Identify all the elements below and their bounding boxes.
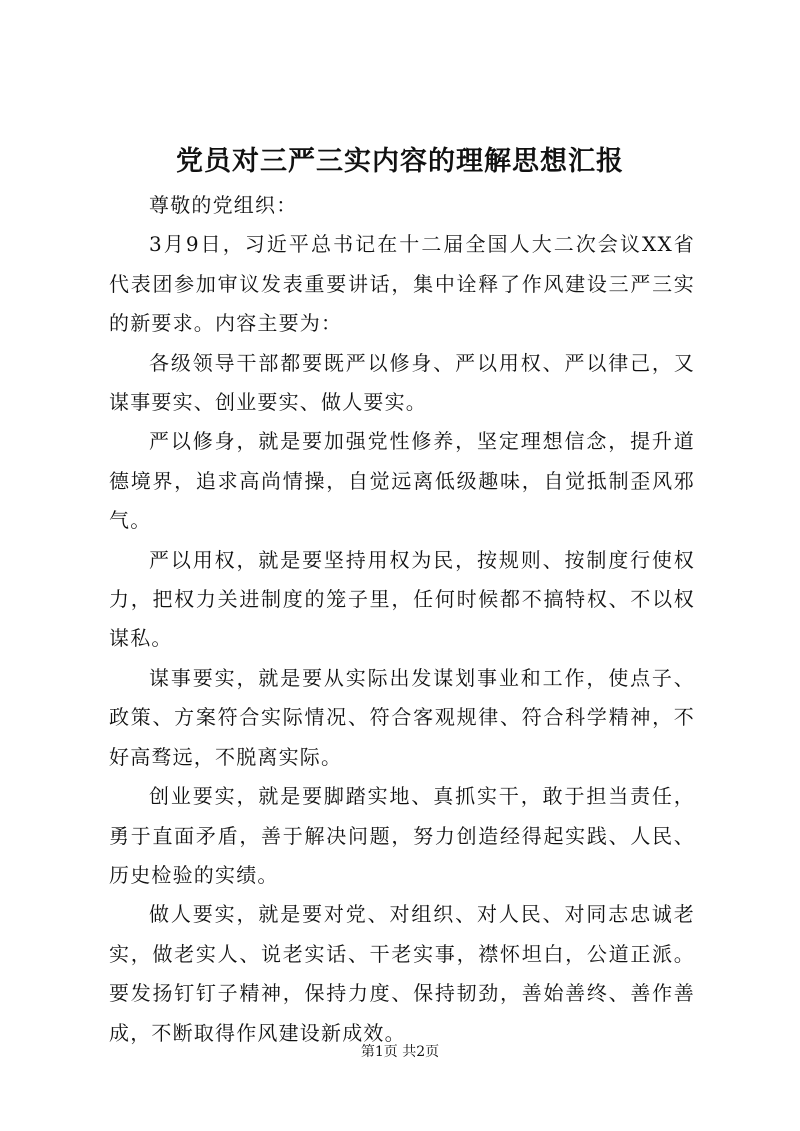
document-body — [109, 186, 695, 1053]
body-paragraph: 各级领导干部都要既严以修身、严以用权、严以律己，又谋事要实、创业要实、做人要实。 — [109, 350, 695, 415]
page-number-footer: 第1页 共2页 — [360, 1044, 440, 1060]
body-paragraph: 3月9日，习近平总书记在十二届全国人大二次会议XX省代表团参加审议发表重要讲话，集中诠释了作风建设三严三实的新要求。内容主要为： — [109, 232, 695, 336]
body-paragraph: 谋事要实，就是要从实际出发谋划事业和工作，使点子、政策、方案符合实际情况、符合客观规律、符合科学精神，不好高骛远，不脱离实际。 — [109, 665, 695, 769]
salutation: 尊敬的党组织： — [149, 193, 298, 217]
body-paragraph: 创业要实，就是要脚踏实地、真抓实干，敢于担当责任，勇于直面矛盾，善于解决问题，努力创造经得起实践、人民、历史检验的实绩。 — [109, 784, 695, 887]
body-paragraph: 严以用权，就是要坚持用权为民，按规则、按制度行使权力，把权力关进制度的笼子里，任何时候都不搞特权、不以权谋私。 — [109, 547, 695, 651]
document-title: 党员对三严三实内容的理解思想汇报 — [176, 146, 624, 177]
body-paragraph: 做人要实，就是要对党、对组织、对人民、对同志忠诚老实，做老实人、说老实话、干老实事，襟怀坦白，公道正派。要发扬钉钉子精神，保持力度、保持韧劲，善始善终、善作善成，不断取得作风建设新成效。 — [109, 902, 695, 1045]
body-paragraph: 严以修身，就是要加强党性修养，坚定理想信念，提升道德境界，追求高尚情操，自觉远离低级趣味，自觉抵制歪风邪气。 — [109, 429, 695, 533]
